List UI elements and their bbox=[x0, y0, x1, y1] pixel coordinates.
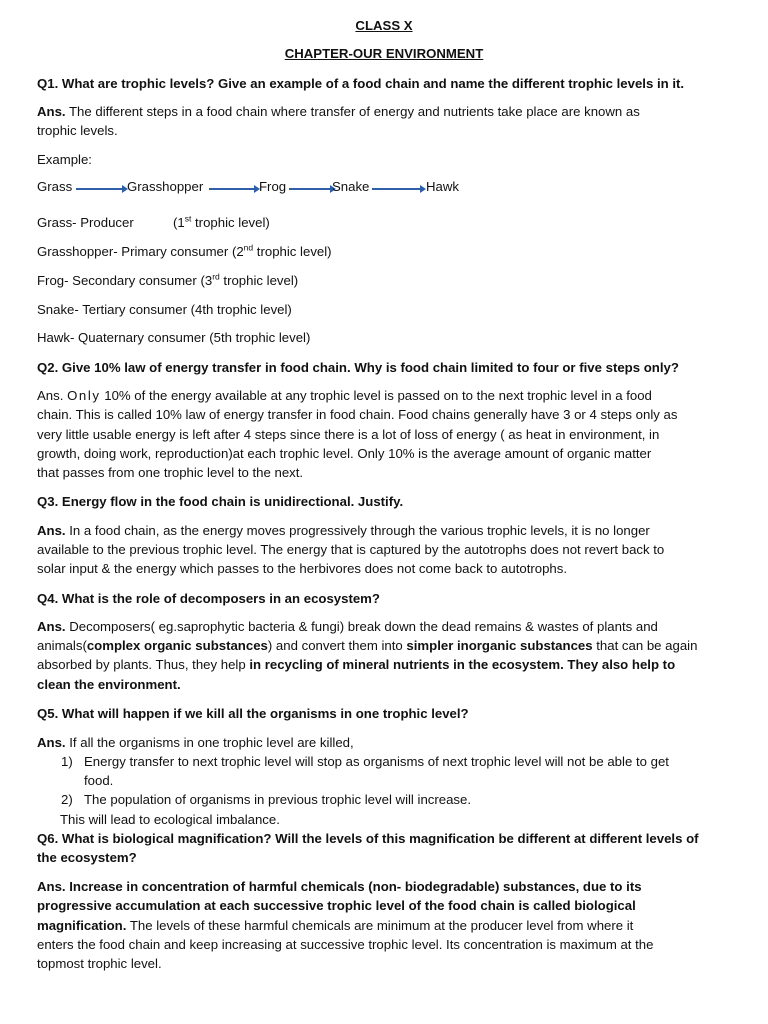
document-page: CLASS X CHAPTER-OUR ENVIRONMENT Q1. What are trophic levels? Give an example of a food chain and name the different trophic levels in it. Ans. The different steps in a food chain where transfer of energy and nutrients take place are known as trophic levels. Example: Grass Grasshopper Frog Snake Hawk Grass- Producer (1st trophic level) Grasshopper- Primary consumer (2nd trophic level) Frog- Secondary consumer (3rd trophic level) Snake- Tertiary consumer (4th trophic level) Hawk- Quaternary consumer (5th trophic level) Q2. Give 10% law of energy transfer in food chain. Why is food chain limited to four or five steps only? Ans. Only 10% of the energy available at any trophic level is passed on to the next trophic level in a food chain. This is called 10% law of energy transfer in food chain. Food chains generally have 3 or 4 steps only as very little usable energy is left after 4 steps since there is a lot of loss of energy ( as heat in environment, in growth, doing work, reproduction)at each trophic level. Only 10% is the average amount of organic matter that passes from one trophic level to the next. Q3. Energy flow in the food chain is unidirectional. Justify. Ans. In a food chain, as the energy moves progressively through the various trophic levels, it is no longer available to the previous trophic level. The energy that is captured by the autotrophs does not revert back to solar input & the energy which passes to the herbivores does not come back to autotrophs. Q4. What is the role of decomposers in an ecosystem? Ans. Decomposers( eg.saprophytic bacteria & fungi) break down the dead remains & wastes of plants and animals(complex organic substances) and convert them into simpler inorganic substances that can be again absorbed by plants. Thus, they help in recycling of mineral nutrients in the ecosystem. They also help to clean the environment. Q5. What will happen if we kill all the organisms in one trophic level? Ans. If all the organisms in one trophic level are killed, 1) Energy transfer to next trophic level will stop as organisms of next trophic level will not be able to get food. 2) The population of organisms in previous trophic level will increase. This will lead to ecological imbalance. Q6. What is biological magnification? Will the levels of this magnification be different at different levels of the ecosystem? Ans. Increase in concentration of harmful chemicals (non- biodegradable) substances, due to its progressive accumulation at each successive trophic level of the food chain is called biological magnification. The levels of these harmful chemicals are minimum at the producer level from where it enters the food chain and keep increasing at successive trophic level. Its concentration is maximum at the topmost trophic level. bbox=[0, 0, 768, 1024]
example-label: Example: bbox=[37, 152, 92, 167]
chain-arrow bbox=[209, 188, 255, 190]
class-title: CLASS X bbox=[355, 18, 413, 33]
chain-item-frog: Frog bbox=[259, 179, 287, 194]
chain-arrow bbox=[76, 188, 123, 190]
q4-answer-line: animals(complex organic substances) and convert them into simpler inorganic substances that can be again bbox=[37, 638, 698, 653]
chain-item-grass: Grass bbox=[37, 179, 73, 194]
ans-label: Ans. bbox=[37, 104, 66, 119]
q6-question: Q6. What is biological magnification? Will the levels of this magnification be different at different levels of bbox=[37, 831, 699, 846]
q3-answer-line: solar input & the energy which passes to the herbivores does not come back to autotrophs. bbox=[37, 561, 568, 576]
ans-label: Ans. bbox=[37, 523, 66, 538]
chain-arrow bbox=[289, 188, 331, 190]
chain-item-hawk: Hawk bbox=[426, 179, 459, 194]
q6-answer-line: magnification. The levels of these harmful chemicals are minimum at the producer level from where it bbox=[37, 918, 634, 933]
q3-answer-line: Ans. In a food chain, as the energy moves progressively through the various trophic levels, it is no longer bbox=[37, 523, 650, 538]
chain-item-snake: Snake bbox=[332, 179, 370, 194]
q4-answer-line: clean the environment. bbox=[37, 677, 181, 692]
q6-answer-line: progressive accumulation at each successive trophic level of the food chain is called biological bbox=[37, 898, 636, 913]
trophic-level-4: Snake- Tertiary consumer (4th trophic level) bbox=[37, 302, 292, 317]
ans-label: Ans. bbox=[37, 735, 66, 750]
trophic-level-2: Grasshopper- Primary consumer (2nd trophic level) bbox=[37, 242, 332, 259]
q1-answer-line bbox=[37, 102, 728, 121]
q6-answer-line: topmost trophic level. bbox=[37, 956, 162, 971]
trophic-level-1: Grass- Producer (1st trophic level) bbox=[37, 213, 270, 230]
q2-question: Q2. Give 10% law of energy transfer in food chain. Why is food chain limited to four or five steps only? bbox=[37, 360, 679, 375]
trophic-level-5: Hawk- Quaternary consumer (5th trophic level) bbox=[37, 330, 311, 345]
q4-answer-line: absorbed by plants. Thus, they help in recycling of mineral nutrients in the ecosystem. They also help to bbox=[37, 657, 676, 672]
chapter-title: CHAPTER-OUR ENVIRONMENT bbox=[284, 46, 484, 61]
chain-arrow bbox=[372, 188, 421, 190]
q2-answer-line: Ans. Only 10% of the energy available at any trophic level is passed on to the next trophic level in a food bbox=[37, 388, 652, 403]
q1-answer-line: trophic levels. bbox=[37, 123, 118, 138]
ans-label: Ans. bbox=[37, 388, 68, 403]
q3-question: Q3. Energy flow in the food chain is unidirectional. Justify. bbox=[37, 494, 404, 509]
q2-answer-line: growth, doing work, reproduction)at each trophic level. Only 10% is the average amount of organic matter bbox=[37, 446, 652, 461]
q6-answer-line: enters the food chain and keep increasing at successive trophic level. Its concentration is maximum at the bbox=[37, 937, 654, 952]
q4-question: Q4. What is the role of decomposers in an ecosystem? bbox=[37, 591, 380, 606]
q2-answer-line: very little usable energy is left after 4 steps since there is a lot of loss of energy ( as heat in environment, in bbox=[37, 427, 660, 442]
q2-answer-line: that passes from one trophic level to the next. bbox=[37, 465, 304, 480]
q5-answer-line: Ans. If all the organisms in one trophic level are killed, bbox=[37, 735, 354, 750]
q6-question: the ecosystem? bbox=[37, 850, 137, 865]
q4-answer-line: Ans. Decomposers( eg.saprophytic bacteria & fungi) break down the dead remains & wastes of plants and bbox=[37, 619, 658, 634]
chain-item-grasshopper: Grasshopper bbox=[127, 179, 204, 194]
q2-answer-line: chain. This is called 10% law of energy transfer in food chain. Food chains generally have 3 or 4 steps only as bbox=[37, 407, 678, 422]
trophic-level-3: Frog- Secondary consumer (3rd trophic level) bbox=[37, 271, 299, 288]
q5-question: Q5. What will happen if we kill all the organisms in one trophic level? bbox=[37, 706, 469, 721]
q1-answer-text: The different steps in a food chain where transfer of energy and nutrients take place are known as bbox=[65, 104, 640, 119]
ans-label: Ans. bbox=[37, 619, 66, 634]
q6-answer-line: Ans. Increase in concentration of harmful chemicals (non- biodegradable) substances, due to its bbox=[37, 879, 642, 894]
q1-question: Q1. What are trophic levels? Give an example of a food chain and name the different trophic levels in it. bbox=[37, 76, 685, 91]
food-chain-diagram bbox=[37, 179, 497, 199]
q3-answer-line: available to the previous trophic level. The energy that is captured by the autotrophs does not revert back to bbox=[37, 542, 665, 557]
